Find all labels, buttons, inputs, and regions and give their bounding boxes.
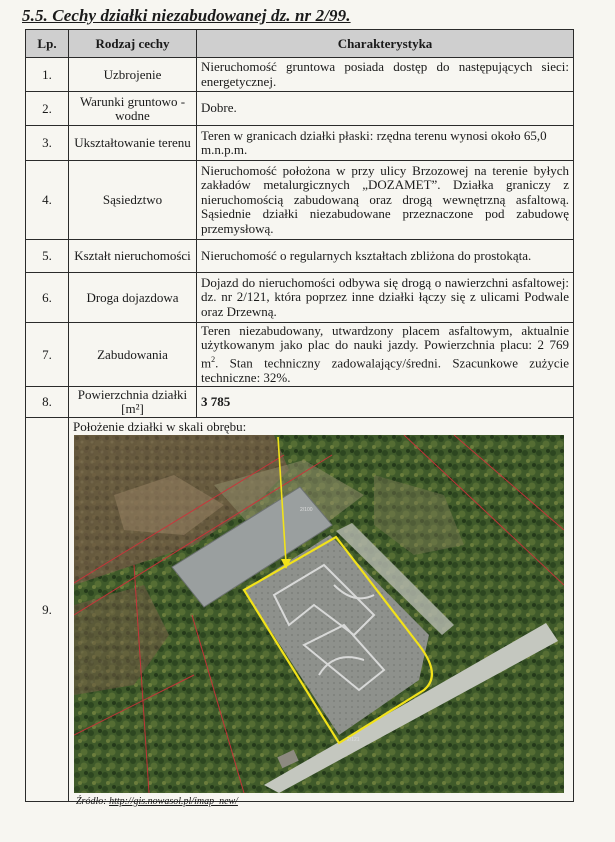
row-number: 5. xyxy=(26,240,69,273)
feature-description: Nieruchomość położona w przy ulicy Brzozowej na terenie byłych zakładów metalurgicznych „DOZAMET”. Działka graniczy z nieruchomością zabudowaną oraz drogą wewnętrzną asfaltową. Sąsiednie działki niezabudowane przeznaczone pod zabudowę przemysłową. xyxy=(197,161,574,240)
source-note xyxy=(76,796,238,807)
map-caption: Położenie działki w skali obrębu: xyxy=(73,419,247,434)
plot-label: 2/121 xyxy=(347,737,360,743)
aerial-photo xyxy=(74,435,564,793)
row-number: 2. xyxy=(26,92,69,126)
feature-name: Warunki gruntowo - wodne xyxy=(69,92,197,126)
row-number: 3. xyxy=(26,126,69,161)
header-charakterystyka: Charakterystyka xyxy=(197,30,574,58)
feature-description: Teren w granicach działki płaski: rzędna terenu wynosi około 65,0 m.n.p.m. xyxy=(197,126,574,161)
feature-description: Nieruchomość gruntowa posiada dostęp do następujących sieci: energetycznej. xyxy=(197,58,574,92)
feature-name: Kształt nieruchomości xyxy=(69,240,197,273)
row-number: 7. xyxy=(26,323,69,387)
table-row xyxy=(26,323,574,387)
table-row xyxy=(26,161,574,240)
feature-description: Nieruchomość o regularnych kształtach zbliżona do prostokąta. xyxy=(197,240,574,273)
source-link[interactable]: http://gis.nowasol.pl/imap_new/ xyxy=(109,796,238,807)
feature-description: Dojazd do nieruchomości odbywa się drogą o nawierzchni asfaltowej: dz. nr 2/121, która poprzez inne działki łączy się z ulicami Podwale oraz Drzewną. xyxy=(197,273,574,323)
row-number: 9. xyxy=(26,418,69,802)
row-number: 6. xyxy=(26,273,69,323)
table-row xyxy=(26,240,574,273)
header-rodzaj-cechy: Rodzaj cechy xyxy=(69,30,197,58)
feature-name: Zabudowania xyxy=(69,323,197,387)
table-header-row xyxy=(26,30,574,58)
plot-label: 2/100 xyxy=(300,507,313,513)
feature-description: Teren niezabudowany, utwardzony placem asfaltowym, aktualnie użytkowanym jako plac do nauki jazdy. Powierzchnia placu: 2 769 $m^2$. Stan techniczny zadowalający/średni. Szacunkowe zużycie techniczne: 32%. xyxy=(197,323,574,387)
feature-name: Sąsiedztwo xyxy=(69,161,197,240)
feature-name: Uzbrojenie xyxy=(69,58,197,92)
table-row xyxy=(26,387,574,418)
feature-description: 3 785 xyxy=(197,387,574,418)
row-number: 8. xyxy=(26,387,69,418)
section-title: 5.5. Cechy działki niezabudowanej dz. nr 2/99. xyxy=(22,6,351,25)
table-row xyxy=(26,273,574,323)
source-label: Źródło: xyxy=(76,796,110,807)
table-row xyxy=(26,58,574,92)
feature-description: Dobre. xyxy=(197,92,574,126)
feature-name: Droga dojazdowa xyxy=(69,273,197,323)
row-number: 1. xyxy=(26,58,69,92)
features-table xyxy=(25,29,574,807)
table-row xyxy=(26,92,574,126)
row-number: 4. xyxy=(26,161,69,240)
orthophoto-map xyxy=(74,435,564,807)
map-row xyxy=(26,418,574,802)
feature-name: Powierzchnia działki [m²] xyxy=(69,387,197,418)
feature-name: Ukształtowanie terenu xyxy=(69,126,197,161)
map-cell xyxy=(69,418,574,807)
table-row xyxy=(26,126,574,161)
header-lp: Lp. xyxy=(26,30,69,58)
